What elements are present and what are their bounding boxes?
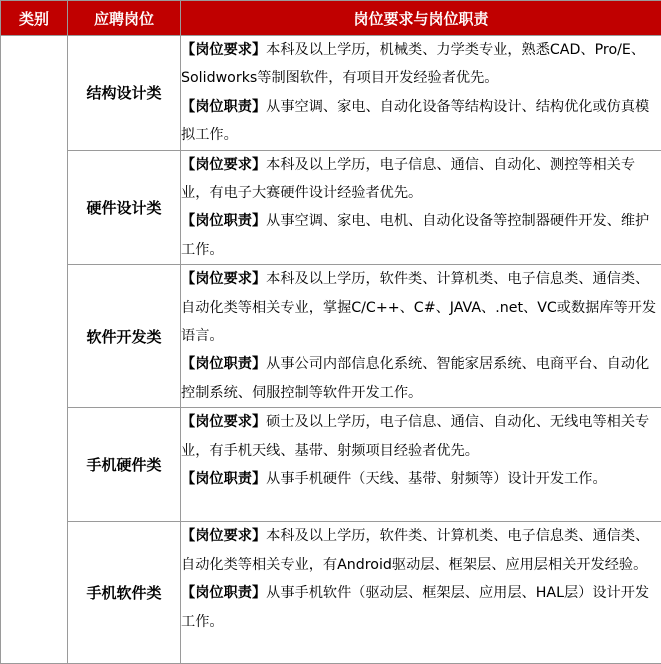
requirement-text: 本科及以上学历，软件类、计算机类、电子信息类、通信类、自动化类等相关专业，有Android驱动层、框架层、应用层相关开发经验。 [181,528,649,572]
requirement-paragraph [181,36,661,93]
duty-label: 【岗位职责】 [181,471,266,487]
requirement-label: 【岗位要求】 [181,157,266,173]
requirement-label: 【岗位要求】 [181,42,266,58]
table-row [1,150,661,265]
requirement-paragraph [181,265,661,350]
position-description [181,265,661,408]
header-description: 岗位要求与岗位职责 [181,1,661,36]
requirement-text: 硕士及以上学历，电子信息、通信、自动化、无线电等相关专业，有手机天线、基带、射频项目经验者优先。 [181,414,649,458]
position-name: 软件开发类 [68,265,181,408]
position-name: 手机软件类 [68,522,181,664]
duty-paragraph [181,350,661,407]
duty-label: 【岗位职责】 [181,99,266,115]
duty-label: 【岗位职责】 [181,356,266,372]
table-row [1,36,661,151]
header-category: 类别 [1,1,68,36]
requirement-paragraph [181,408,661,465]
duty-paragraph [181,579,661,636]
requirement-text: 本科及以上学历，机械类、力学类专业，熟悉CAD、Pro/E、Solidworks等制图软件，有项目开发经验者优先。 [181,42,645,86]
position-description [181,150,661,265]
requirement-text: 本科及以上学历，电子信息、通信、自动化、测控等相关专业，有电子大赛硬件设计经验者优先。 [181,157,635,201]
duty-label: 【岗位职责】 [181,213,266,229]
table-row [1,408,661,522]
position-name: 结构设计类 [68,36,181,151]
duty-text: 从事空调、家电、自动化设备等结构设计、结构优化或仿真模拟工作。 [181,99,649,143]
duty-label: 【岗位职责】 [181,585,266,601]
table-row [1,265,661,408]
requirement-paragraph [181,151,661,208]
duty-paragraph [181,465,661,493]
requirement-text: 本科及以上学历，软件类、计算机类、电子信息类、通信类、自动化类等相关专业，掌握C/C++、C#、JAVA、.net、VC或数据库等开发语言。 [181,271,656,344]
position-description [181,36,661,151]
duty-text: 从事公司内部信息化系统、智能家居系统、电商平台、自动化控制系统、伺服控制等软件开发工作。 [181,356,649,400]
duty-text: 从事手机软件（驱动层、框架层、应用层、HAL层）设计开发工作。 [181,585,649,629]
category-cell [1,36,68,664]
table-header-row [1,1,661,36]
requirement-label: 【岗位要求】 [181,528,266,544]
duty-text: 从事手机硬件（天线、基带、射频等）设计开发工作。 [266,471,607,487]
position-description [181,408,661,522]
header-position: 应聘岗位 [68,1,181,36]
requirement-label: 【岗位要求】 [181,271,266,287]
table-row [1,522,661,664]
position-name: 硬件设计类 [68,150,181,265]
duty-paragraph [181,93,661,150]
duty-paragraph [181,207,661,264]
requirement-label: 【岗位要求】 [181,414,266,430]
position-name: 手机硬件类 [68,408,181,522]
position-description [181,522,661,664]
duty-text: 从事空调、家电、电机、自动化设备等控制器硬件开发、维护工作。 [181,213,649,257]
requirement-paragraph [181,522,661,579]
